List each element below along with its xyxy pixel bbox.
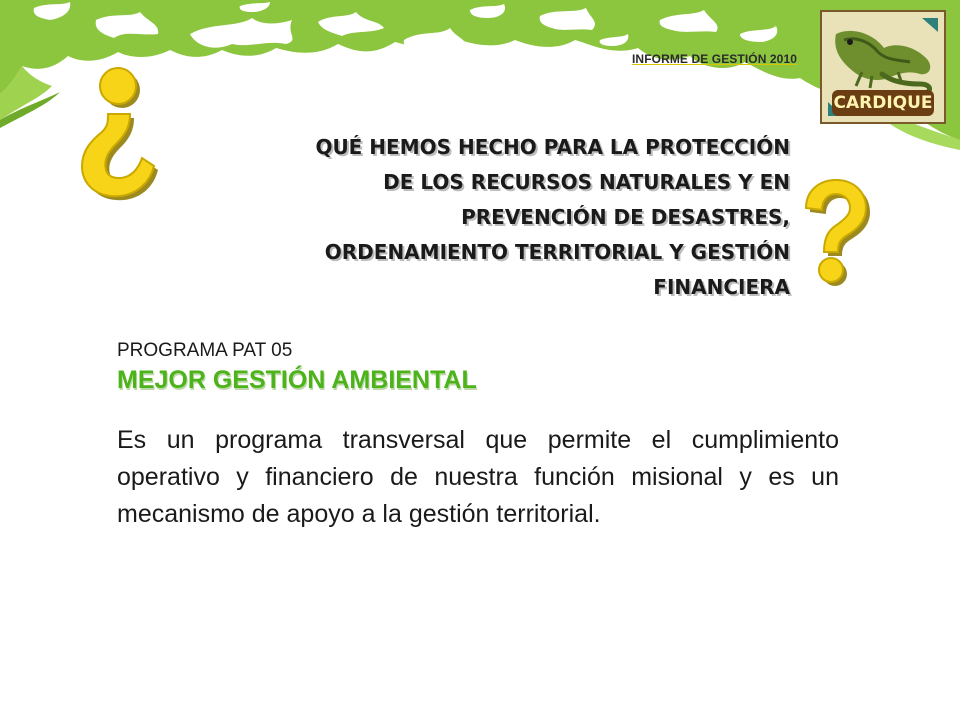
closing-question-mark-icon bbox=[800, 178, 870, 290]
headline bbox=[150, 130, 790, 305]
program-description: Es un programa transversal que permite el cumplimiento operativo y financiero de nuestra función misional y es un mecanismo de apoyo a la gestión territorial. bbox=[117, 426, 839, 528]
program-name: MEJOR GESTIÓN AMBIENTAL bbox=[117, 366, 477, 394]
headline-line: DE LOS RECURSOS NATURALES Y EN bbox=[383, 170, 790, 194]
headline-line: QUÉ HEMOS HECHO PARA LA PROTECCIÓN bbox=[315, 135, 790, 159]
headline-line: PREVENCIÓN DE DESASTRES, bbox=[461, 205, 790, 229]
opening-question-mark-icon bbox=[78, 66, 158, 206]
report-label: INFORME DE GESTIÓN 2010 bbox=[632, 52, 798, 66]
program-code: PROGRAMA PAT 05 bbox=[117, 340, 293, 361]
headline-line: ORDENAMIENTO TERRITORIAL Y GESTIÓN bbox=[324, 240, 790, 264]
headline-line: FINANCIERA bbox=[653, 275, 790, 299]
logo-text: CARDIQUE bbox=[832, 90, 934, 116]
cardique-logo bbox=[820, 10, 946, 124]
